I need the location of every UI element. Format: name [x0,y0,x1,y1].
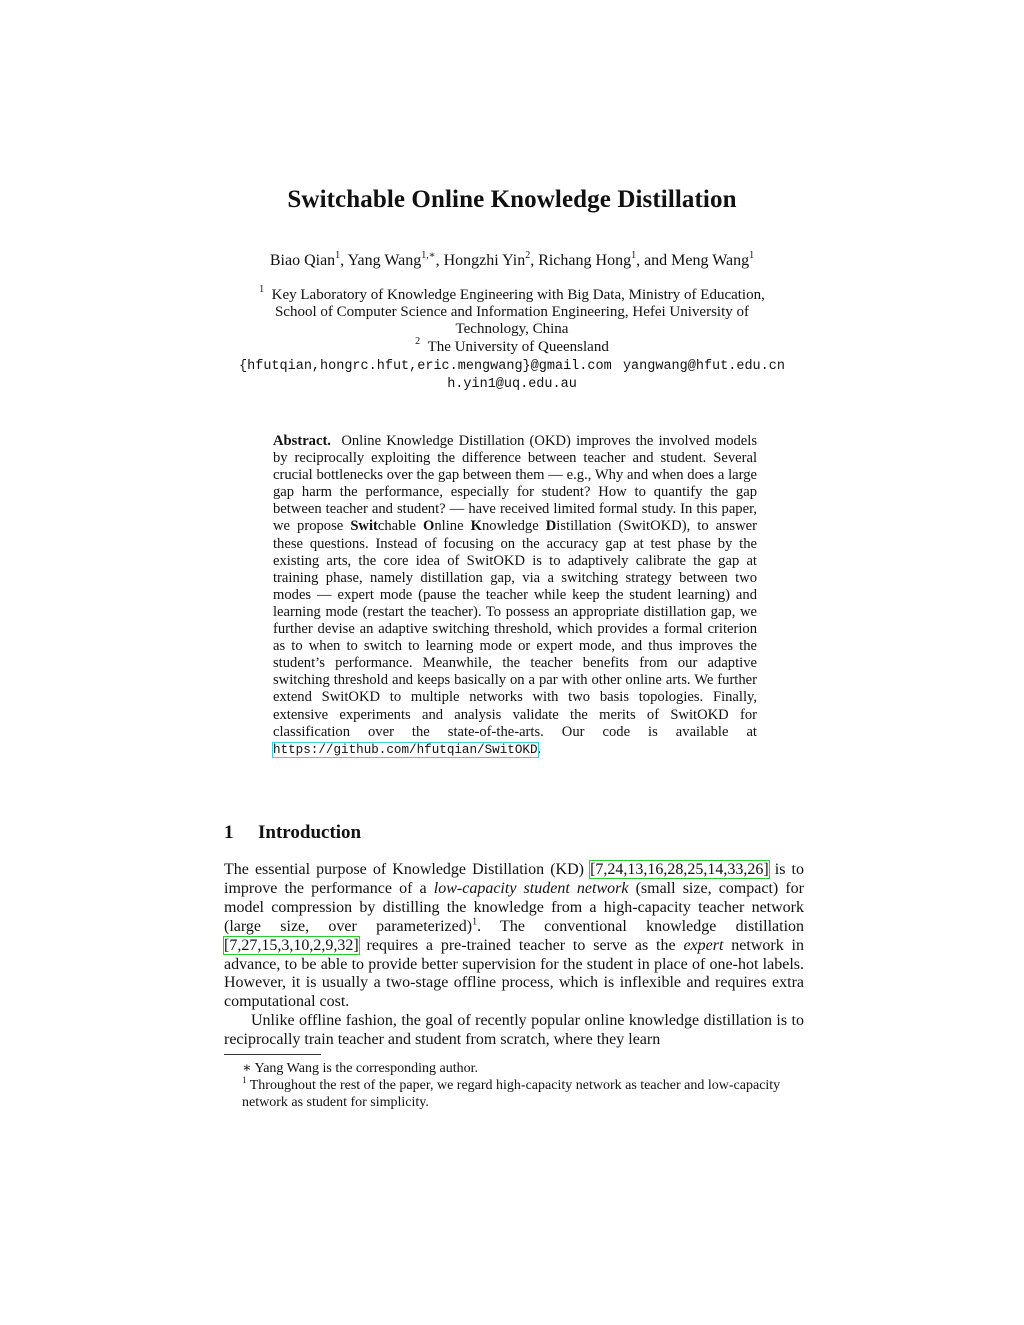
author-name: Richang Hong [538,252,632,269]
section-heading [224,822,361,844]
footnote: $^1$ Throughout the rest of the paper, we regard high-capacity network as teacher and low-capacity network as student for simplicity. [242,1075,781,1110]
footnote: ∗ Yang Wang is the corresponding author. [242,1061,479,1076]
email-group: {hfutqian,hongrc.hfut,eric.mengwang}@gmail.com [239,359,612,374]
email: yangwang@hfut.edu.cn [622,359,785,374]
paragraph: Unlike offline fashion, the goal of recently popular online knowledge distillation is to reciprocally train teacher and student from scratch, where they learn [224,1012,804,1049]
author-name: Biao Qian [269,252,336,269]
citation-link[interactable]: [7,27,15,3,10,2,9,32] [224,936,359,954]
citation-link[interactable]: [7,24,13,16,28,25,14,33,26] [590,861,769,878]
author-affil-mark: 1 [631,250,637,261]
author-name: Yang Wang [347,252,422,269]
intro-body [224,861,804,1050]
footnote-rule [224,1054,321,1055]
author-name: Meng Wang [671,252,750,269]
abstract: Abstract. Online Knowledge Distillation (OKD) improves the involved models by reciprocally exploiting the difference between teacher and student. Several crucial bottlenecks over the gap between them — e.g., Why and when does a large gap harm the performance, especially for student? How to quantify the gap between teacher and student? — have received limited formal study. In this paper, we propose Switchable Online Knowledge Distillation (SwitOKD), to answer these questions. Instead of focusing on the accuracy gap at test phase by the existing arts, the core idea of SwitOKD is to adaptively calibrate the gap at training phase, namely distillation gap, via a switching strategy between two modes — expert mode (pause the teacher while keep the student learning) and learning mode (restart the teacher). To possess an appropriate distillation gap, we further devise an adaptive switching threshold, which provides a formal criterion as to when to switch to learning mode or expert mode, and thus improves the student’s performance. Meanwhile, the teacher benefits from our adaptive switching threshold and keeps basically on a par with other online arts. We further extend SwitOKD to multiple networks with two basis topologies. Finally, extensive experiments and analysis validate the merits of SwitOKD for classification over the state-of-the-arts. Our code is available at https://github.com/hfutqian/SwitOKD. [273,433,757,757]
affiliation-1: $^1$ Key Laboratory of Knowledge Engineering with Big Data, Ministry of Education, School of Computer Science and Information Engineering, Hefei University of Technology, China [259,284,765,337]
paper-title: Switchable Online Knowledge Distillation [287,186,737,213]
email: h.yin1@uq.edu.au [447,377,577,392]
footnote-ref[interactable]: 1 [472,916,478,928]
author-name: Hongzhi Yin [443,252,526,269]
paragraph: The essential purpose of Knowledge Distillation (KD) [7,24,13,16,28,25,14,33,26] is to improve the performance of a low-capacity student network (small size, compact) for model compression by distilling the knowledge from a high-capacity teacher network (large size, over parameterized)$^1$. The conventional knowledge distillation [7,27,15,3,10,2,9,32] requires a pre-trained teacher to serve as the expert network in advance, to be able to provide better supervision for the student in place of one-hot labels. However, it is usually a two-stage offline process, which is inflexible and requires extra computational cost. [224,861,805,1011]
code-link[interactable]: https://github.com/hfutqian/SwitOKD [273,742,538,757]
author-list: Biao Qian$^1$, Yang Wang$^{1,∗}$, Hongzhi Yin$^2$, Richang Hong$^1$, and Meng Wang$^1$ [269,250,755,269]
affiliation-2: $^2$ The University of Queensland [415,336,609,355]
author-affil-mark: 2 [525,250,531,261]
author-affil-mark: 1,∗ [421,250,436,261]
footnotes [224,1060,804,1111]
section-title: Introduction [258,822,362,843]
author-affil-mark: 1 [335,250,341,261]
section-number: 1 [224,822,234,843]
author-emails [220,357,804,393]
abstract-label: Abstract. [273,433,331,449]
author-affil-mark: 1 [749,250,755,261]
